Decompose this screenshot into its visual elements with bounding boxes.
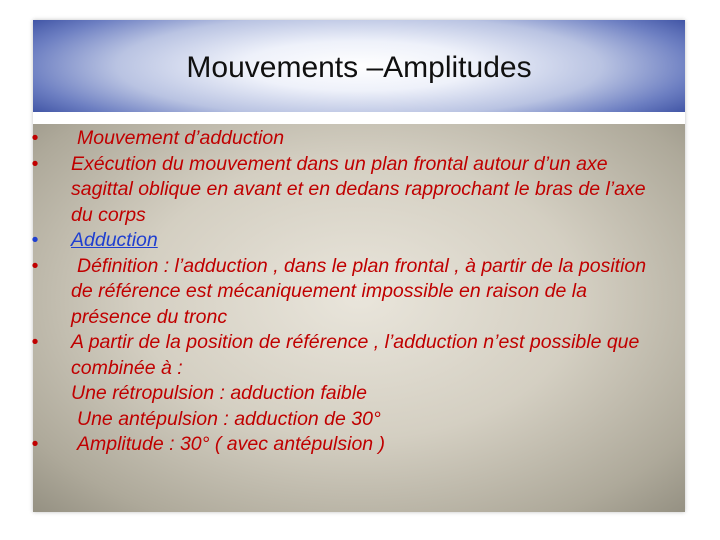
bullet-item bbox=[33, 432, 685, 458]
bullet-text: Définition : l’adduction , dans le plan frontal , à partir de la position de référence est mécaniquement impossible en raison de la présence du tronc bbox=[71, 254, 647, 328]
slide-title: Mouvements –Amplitudes bbox=[186, 51, 532, 84]
adduction-link[interactable]: Adduction bbox=[71, 229, 158, 251]
sub-line: Une antépulsion : adduction de 30° bbox=[77, 407, 381, 430]
bullet-text: Exécution du mouvement dans un plan frontal autour d’un axe sagittal oblique en avant et en dedans rapprochant le bras de l’axe du corps bbox=[71, 152, 646, 226]
bullet-marker: • bbox=[31, 433, 39, 455]
bullet-marker: • bbox=[31, 127, 39, 149]
bullet-item bbox=[33, 228, 685, 254]
bullet-marker: • bbox=[31, 331, 39, 353]
bullet-item bbox=[33, 126, 685, 152]
bullet-text: Amplitude : 30° ( avec antépulsion ) bbox=[77, 433, 386, 455]
bullet-text: Mouvement d’adduction bbox=[77, 127, 285, 149]
sub-line: Une rétropulsion : adduction faible bbox=[71, 382, 367, 404]
bullet-marker: • bbox=[31, 152, 39, 175]
slide bbox=[33, 20, 685, 512]
bullet-marker: • bbox=[31, 254, 39, 277]
bullet-text: A partir de la position de référence , l’adduction n’est possible que combinée à : bbox=[71, 331, 640, 379]
bullet-marker: • bbox=[31, 229, 39, 251]
bullet-list bbox=[33, 126, 685, 458]
title-bar bbox=[33, 20, 685, 112]
content-panel bbox=[33, 124, 685, 512]
bullet-item bbox=[33, 254, 685, 331]
bullet-item bbox=[33, 330, 685, 432]
bullet-item bbox=[33, 152, 685, 229]
